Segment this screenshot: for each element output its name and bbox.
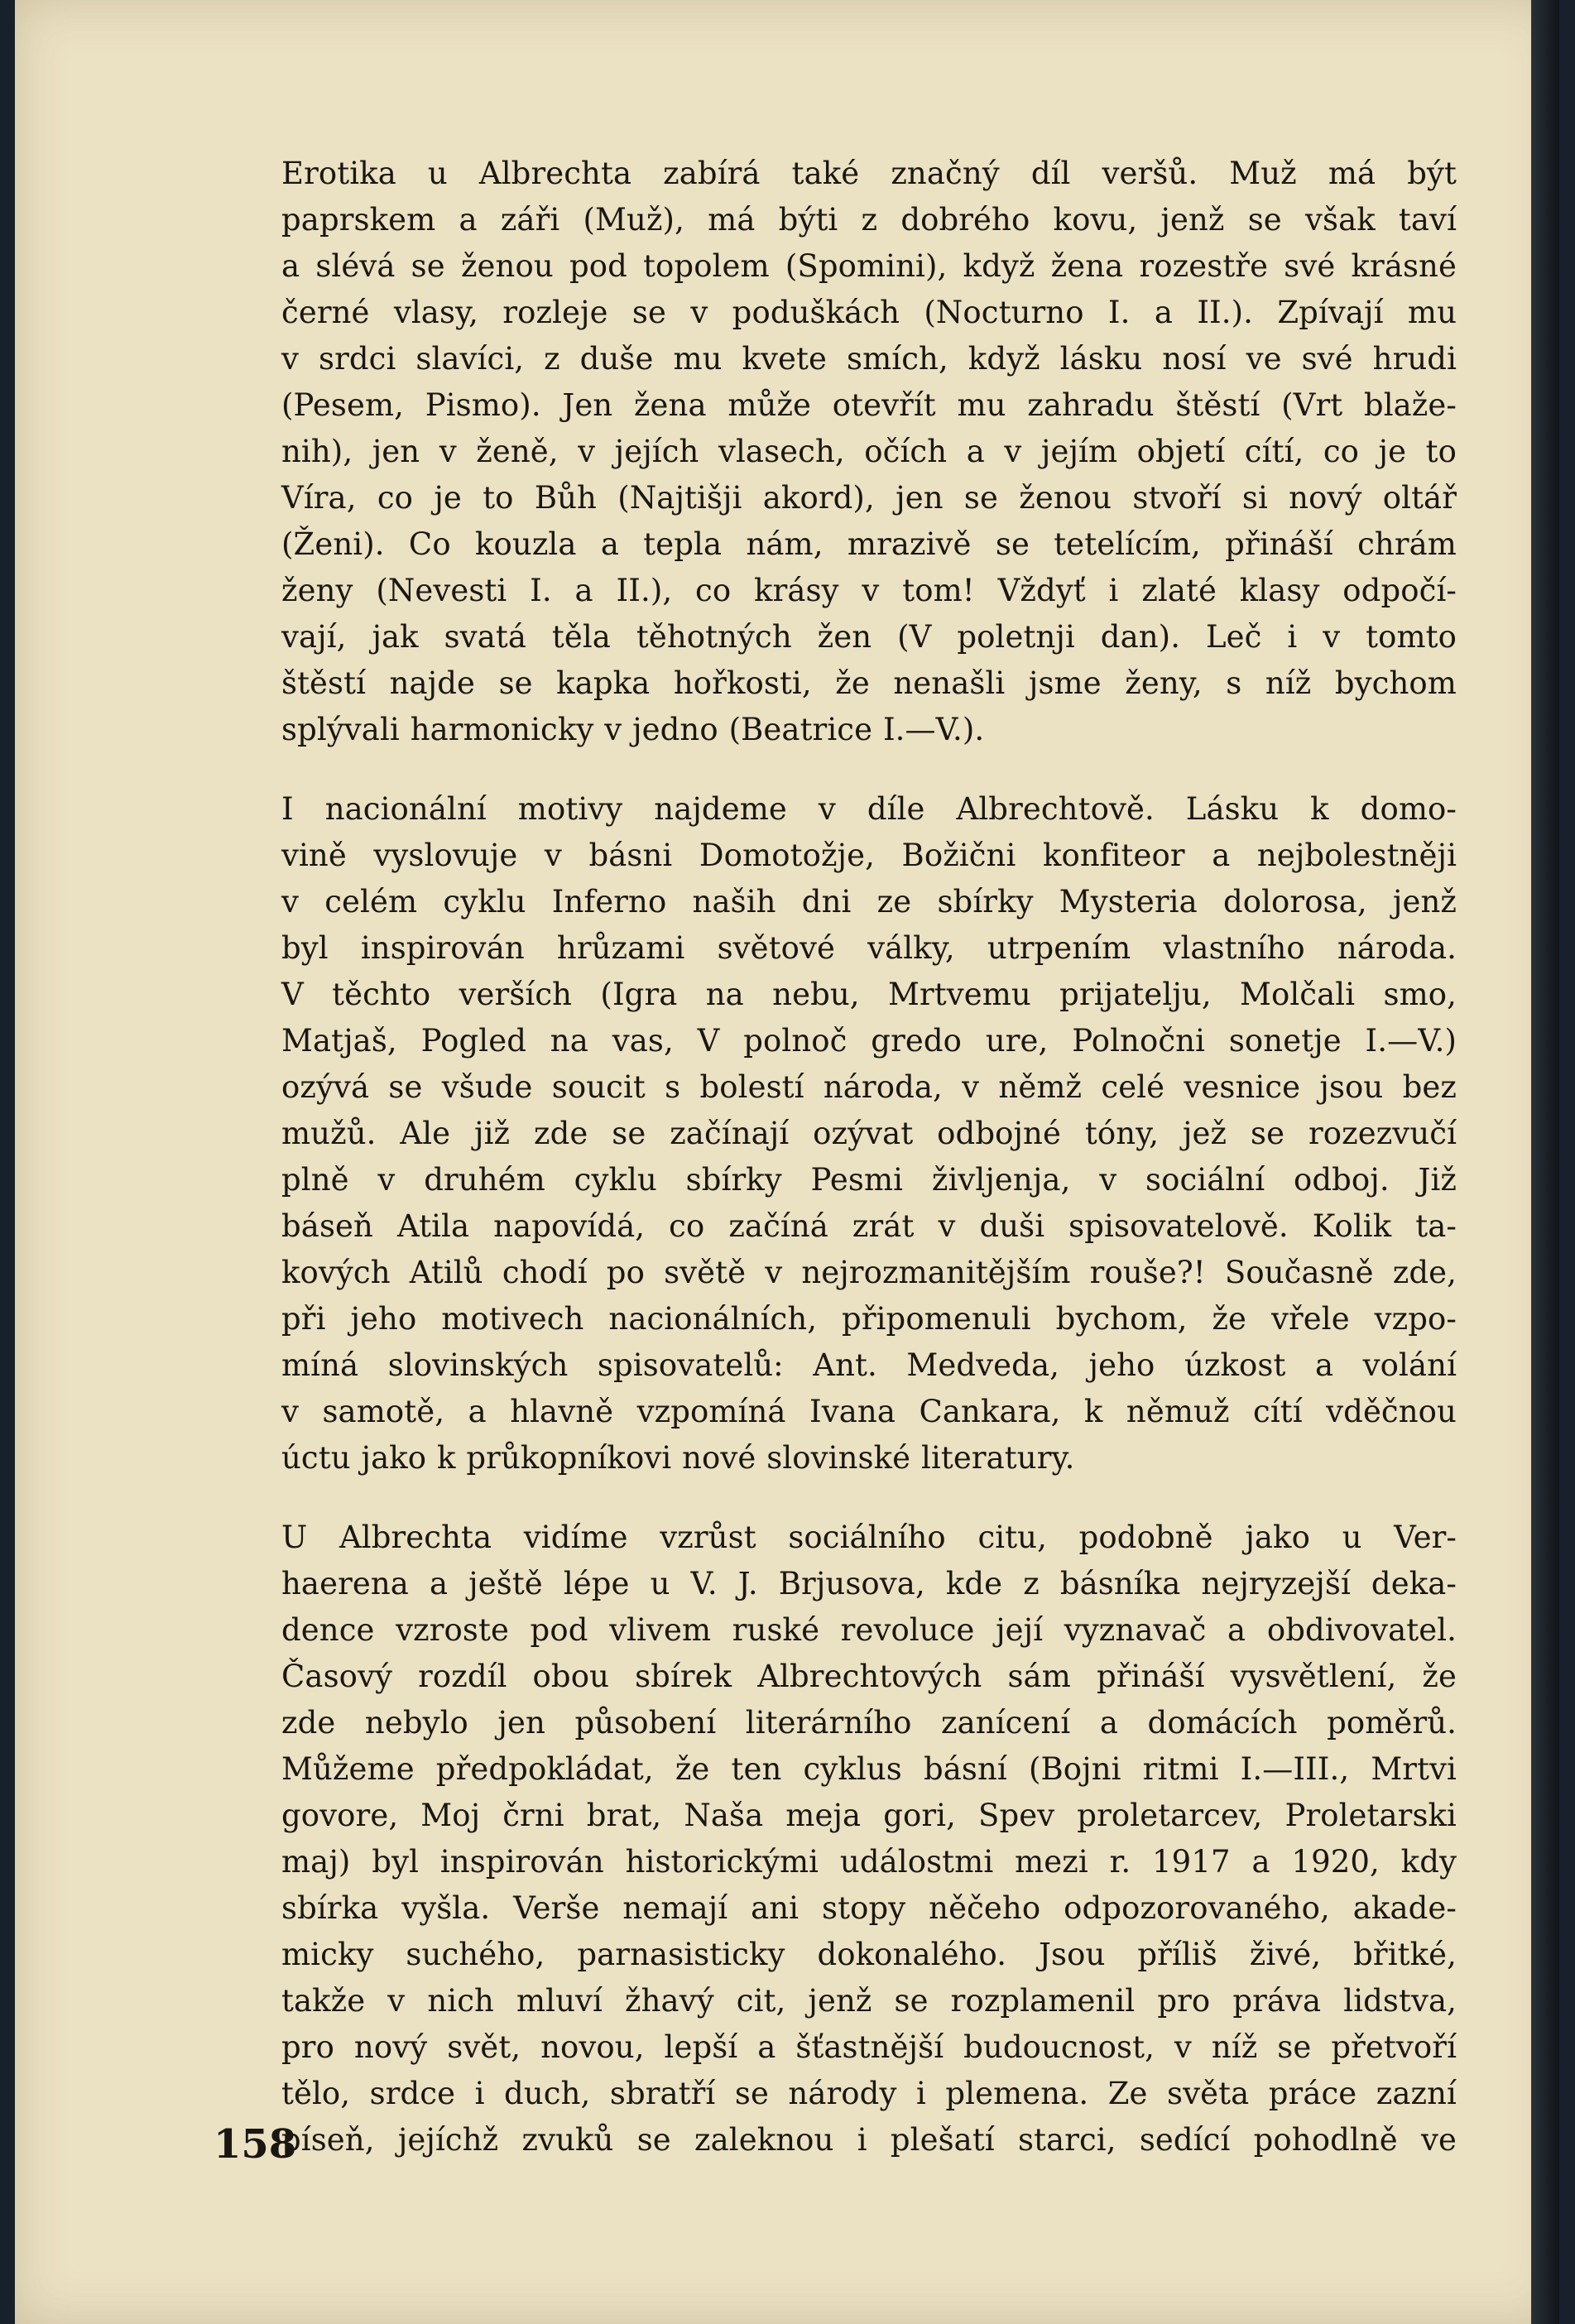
- text-line: vině vyslovuje v básni Domotožje, Božični konfiteor a nejbolestněji: [281, 838, 1457, 873]
- text-line: ženy (Nevesti I. a II.), co krásy v tom! Vždyť i zlaté klasy odpočí-: [281, 573, 1457, 608]
- text-line: sbírka vyšla. Verše nemají ani stopy něčeho odpozorovaného, akade-: [281, 1890, 1457, 1926]
- book-page: [15, 0, 1559, 2324]
- text-line: tělo, srdce i duch, sbratří se národy i plemena. Ze světa práce zazní: [281, 2076, 1457, 2111]
- text-line: kových Atilů chodí po světě v nejrozmanitějším rouše?! Současně zde,: [281, 1255, 1457, 1290]
- text-line: v samotě, a hlavně vzpomíná Ivana Cankara, k němuž cítí vděčnou: [281, 1394, 1457, 1429]
- text-line: dence vzroste pod vlivem ruské revoluce její vyznavač a obdivovatel.: [281, 1612, 1457, 1648]
- text-line: Erotika u Albrechta zabírá také značný díl veršů. Muž má být: [281, 156, 1457, 191]
- book-spine-edge: [1531, 0, 1559, 2324]
- text-line: míná slovinských spisovatelů: Ant. Medveda, jeho úzkost a volání: [281, 1347, 1457, 1383]
- text-line: Matjaš, Pogled na vas, V polnoč gredo ure, Polnočni sonetje I.—V.): [281, 1023, 1457, 1059]
- text-line: Můžeme předpokládat, že ten cyklus básní (Bojni ritmi I.—III., Mrtvi: [281, 1751, 1457, 1787]
- text-line: v celém cyklu Inferno naših dni ze sbírky Mysteria dolorosa, jenž: [281, 884, 1457, 920]
- paragraph-erotika: [281, 151, 1457, 753]
- text-line: byl inspirován hrůzami světové války, utrpením vlastního národa.: [281, 930, 1457, 966]
- text-line: pro nový svět, novou, lepší a šťastnější budoucnost, v níž se přetvoří: [281, 2029, 1457, 2065]
- body-text: [281, 151, 1457, 2197]
- text-line: I nacionální motivy najdeme v díle Albrechtově. Lásku k domo-: [281, 791, 1457, 827]
- text-line: takže v nich mluví žhavý cit, jenž se rozplamenil pro práva lidstva,: [281, 1983, 1457, 2019]
- text-line: haerena a ještě lépe u V. J. Brjusova, kde z básníka nejryzejší deka-: [281, 1566, 1457, 1601]
- text-line: mužů. Ale již zde se začínají ozývat odbojné tóny, jež se rozezvučí: [281, 1116, 1457, 1151]
- text-line: nih), jen v ženě, v jejích vlasech, očích a v jejím objetí cítí, co je to: [281, 434, 1457, 469]
- text-line: báseň Atila napovídá, co začíná zrát v duši spisovatelově. Kolik ta-: [281, 1208, 1457, 1244]
- text-line: (Pesem, Pismo). Jen žena může otevřít mu zahradu štěstí (Vrt blaže-: [281, 387, 1457, 423]
- text-line: vají, jak svatá těla těhotných žen (V poletnji dan). Leč i v tomto: [281, 619, 1457, 655]
- text-line: úctu jako k průkopníkovi nové slovinské literatury.: [281, 1440, 1075, 1476]
- text-line: Víra, co je to Bůh (Najtišji akord), jen se ženou stvoří si nový oltář: [281, 480, 1457, 516]
- paragraph-nacionalni: [281, 786, 1457, 1481]
- text-line: při jeho motivech nacionálních, připomenuli bychom, že vřele vzpo-: [281, 1301, 1457, 1337]
- text-line: (Ženi). Co kouzla a tepla nám, mrazivě se tetelícím, přináší chrám: [281, 526, 1457, 562]
- text-line: govore, Moj črni brat, Naša meja gori, Spev proletarcev, Proletarski: [281, 1798, 1457, 1833]
- text-line: maj) byl inspirován historickými událostmi mezi r. 1917 a 1920, kdy: [281, 1844, 1457, 1880]
- text-line: V těchto verších (Igra na nebu, Mrtvemu prijatelju, Molčali smo,: [281, 977, 1457, 1012]
- text-line: Časový rozdíl obou sbírek Albrechtových sám přináší vysvětlení, že: [281, 1659, 1457, 1694]
- text-line: štěstí najde se kapka hořkosti, že nenašli jsme ženy, s níž bychom: [281, 665, 1457, 701]
- text-line: zde nebylo jen působení literárního zanícení a domácích poměrů.: [281, 1705, 1457, 1741]
- text-line: ozývá se všude soucit s bolestí národa, v němž celé vesnice jsou bez: [281, 1069, 1457, 1105]
- text-line: a slévá se ženou pod topolem (Spomini), když žena rozestře své krásné: [281, 248, 1457, 284]
- text-line: píseň, jejíchž zvuků se zaleknou i plešatí starci, sedící pohodlně ve: [281, 2122, 1457, 2158]
- text-line: plně v druhém cyklu sbírky Pesmi življenja, v sociální odboj. Již: [281, 1162, 1457, 1198]
- text-line: černé vlasy, rozleje se v poduškách (Nocturno I. a II.). Zpívají mu: [281, 295, 1457, 330]
- text-line: U Albrechta vidíme vzrůst sociálního citu, podobně jako u Ver-: [281, 1520, 1457, 1555]
- text-line: v srdci slavíci, z duše mu kvete smích, když lásku nosí ve své hrudi: [281, 341, 1457, 377]
- text-line: splývali harmonicky v jedno (Beatrice I.—V.).: [281, 712, 985, 747]
- page-number: 158: [214, 2121, 297, 2168]
- text-line: paprskem a záři (Muž), má býti z dobrého kovu, jenž se však taví: [281, 202, 1457, 238]
- text-line: micky suchého, parnasisticky dokonalého. Jsou příliš živé, břitké,: [281, 1937, 1457, 1972]
- paragraph-socialni: [281, 1515, 1457, 2163]
